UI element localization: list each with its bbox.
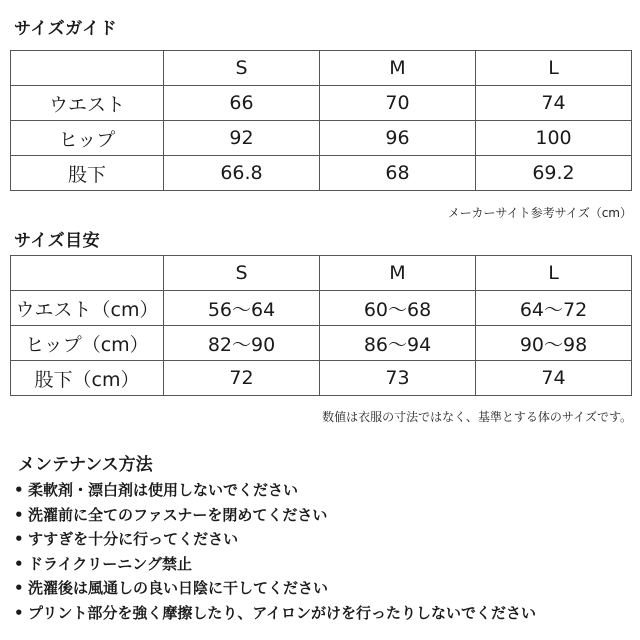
list-item [14, 527, 536, 552]
maintenance-title: メンテナンス方法 [18, 455, 153, 475]
table-row [11, 361, 632, 396]
list-item [14, 478, 536, 503]
maintenance-list [14, 478, 536, 626]
table-row [11, 156, 632, 191]
table-row [11, 291, 632, 326]
table-cell: 66.8 [164, 156, 320, 191]
table-cell: 74 [476, 86, 632, 121]
list-item-text: 洗濯前に全てのファスナーを閉めてください [28, 505, 328, 524]
header-cell-l: L [476, 51, 632, 86]
table-cell: 92 [164, 121, 320, 156]
table-cell: 70 [320, 86, 476, 121]
table-row [11, 326, 632, 361]
header-cell-s: S [164, 256, 320, 291]
table-cell: 69.2 [476, 156, 632, 191]
bullet-icon: • [14, 505, 24, 524]
table-cell: 96 [320, 121, 476, 156]
list-item [14, 576, 536, 601]
bullet-icon: • [14, 530, 24, 549]
header-cell-empty [11, 256, 164, 291]
table-row [11, 86, 632, 121]
size-guide-note: メーカーサイト参考サイズ（cm） [447, 206, 632, 220]
size-measure-table [10, 255, 632, 396]
list-item-text: 柔軟剤・漂白剤は使用しないでください [28, 481, 299, 499]
list-item-text: ドライクリーニング禁止 [28, 554, 192, 573]
table-cell: 56～64 [164, 291, 320, 326]
table-cell: 64～72 [476, 291, 632, 326]
size-guide-title: サイズガイド [14, 19, 118, 39]
table-row [11, 121, 632, 156]
table-cell: 73 [320, 361, 476, 396]
list-item-text: プリント部分を強く摩擦したり、アイロンがけを行ったりしないでください [28, 603, 537, 622]
size-measure-title: サイズ目安 [14, 231, 101, 251]
header-cell-m: M [320, 51, 476, 86]
table-cell: 68 [320, 156, 476, 191]
list-item-text: すすぎを十分に行ってください [28, 530, 239, 549]
list-item-text: 洗濯後は風通しの良い日陰に干してください [28, 579, 329, 598]
bullet-icon: • [14, 481, 24, 499]
row-label: 股下 [11, 156, 164, 191]
list-item [14, 552, 536, 577]
table-cell: 66 [164, 86, 320, 121]
list-item [14, 601, 536, 626]
header-cell-s: S [164, 51, 320, 86]
size-guide-table [10, 50, 632, 191]
table-cell: 72 [164, 361, 320, 396]
size-measure-note: 数値は衣服の寸法ではなく、基準とする体のサイズです。 [322, 410, 632, 424]
row-label: ウエスト [11, 86, 164, 121]
bullet-icon: • [14, 554, 24, 573]
bullet-icon: • [14, 603, 24, 622]
row-label: ヒップ（cm） [11, 326, 164, 361]
header-cell-empty [11, 51, 164, 86]
table-header-row [11, 51, 632, 86]
header-cell-l: L [476, 256, 632, 291]
row-label: ウエスト（cm） [11, 291, 164, 326]
row-label: 股下（cm） [11, 361, 164, 396]
row-label: ヒップ [11, 121, 164, 156]
table-header-row [11, 256, 632, 291]
table-cell: 100 [476, 121, 632, 156]
table-cell: 86～94 [320, 326, 476, 361]
table-cell: 60～68 [320, 291, 476, 326]
table-cell: 74 [476, 361, 632, 396]
header-cell-m: M [320, 256, 476, 291]
table-cell: 82～90 [164, 326, 320, 361]
list-item [14, 503, 536, 528]
bullet-icon: • [14, 579, 24, 598]
table-cell: 90～98 [476, 326, 632, 361]
